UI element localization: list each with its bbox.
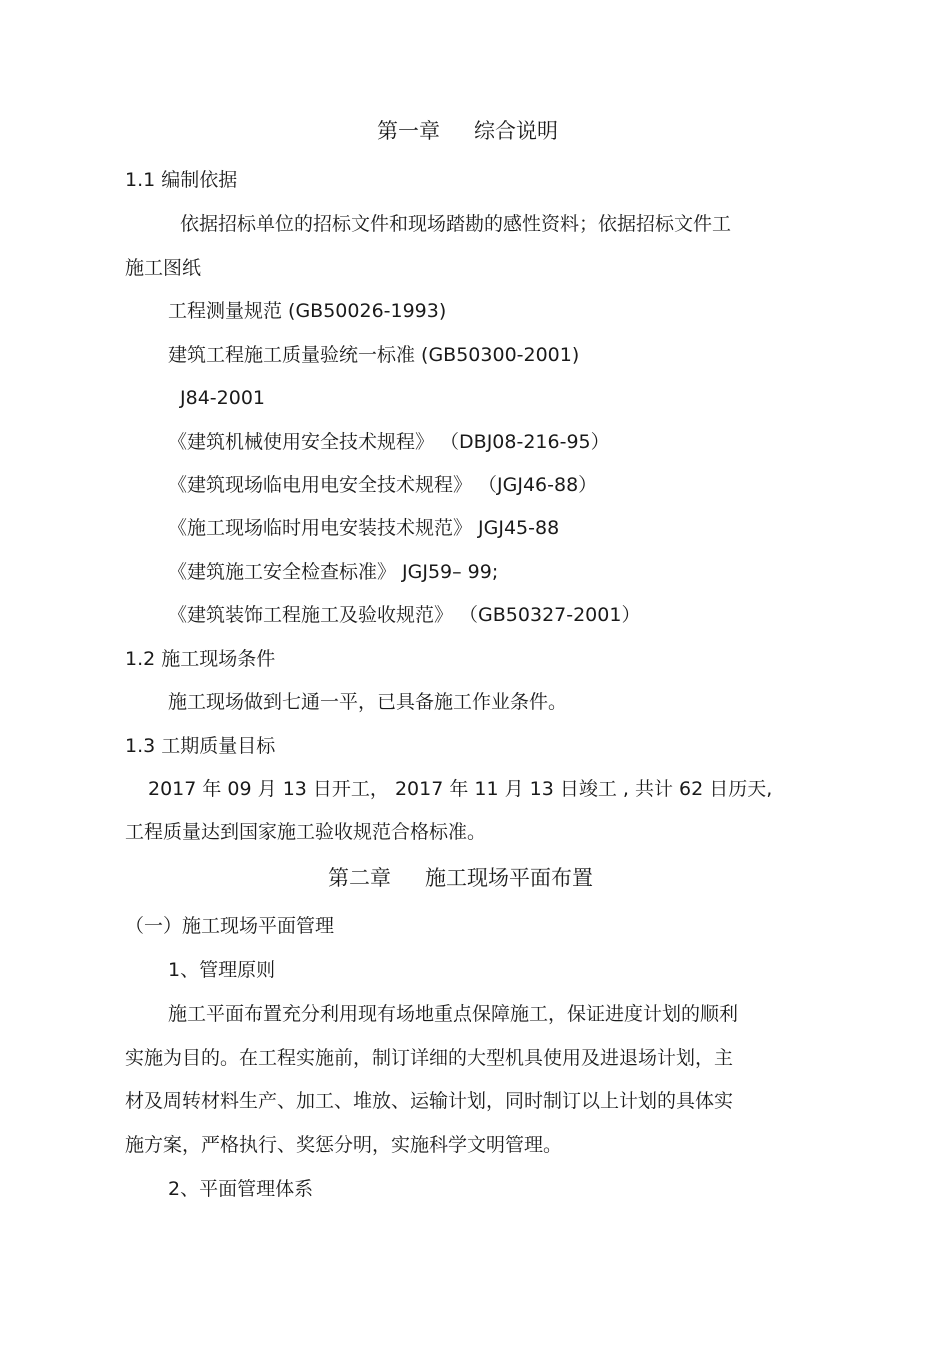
standard-item: 工程测量规范 (GB50026-1993) [168,300,447,322]
part-1-subheading-2: 2、平面管理体系 [168,1178,314,1200]
standard-item: J84-2001 [180,387,265,409]
section-1-2-text: 施工现场做到七通一平，已具备施工作业条件。 [168,691,568,713]
chapter-1-number: 第一章 [377,119,440,143]
standard-item: 《建筑现场临电用电安全技术规程》 （JGJ46-88） [168,474,598,496]
part-1-para-line: 施方案，严格执行、奖惩分明，实施科学文明管理。 [125,1134,563,1156]
section-1-3-heading: 1.3 工期质量目标 [125,735,276,757]
part-1-heading: （一）施工现场平面管理 [125,915,335,937]
chapter-1-name: 综合说明 [474,119,558,143]
section-1-1-para-line-2: 施工图纸 [125,257,202,279]
chapter-2-number: 第二章 [328,866,391,890]
standard-item: 《建筑施工安全检查标准》 JGJ59– 99; [168,561,499,583]
section-1-1-heading: 1.1 编制依据 [125,169,238,191]
section-1-3-line-2: 工程质量达到国家施工验收规范合格标准。 [125,821,487,843]
standard-item: 《建筑机械使用安全技术规程》 （DBJ08-216-95） [168,431,610,453]
chapter-2-name: 施工现场平面布置 [425,866,593,890]
chapter-1-title [377,118,558,144]
standard-item: 建筑工程施工质量验统一标准 (GB50300-2001) [168,344,580,366]
section-1-3-line-1: 2017 年 09 月 13 日开工， 2017 年 11 月 13 日竣工 , 共计 62 日历天, [148,778,773,800]
standard-item: 《施工现场临时用电安装技术规范》 JGJ45-88 [168,517,560,539]
chapter-2-title [328,865,593,891]
part-1-para-line: 实施为目的。在工程实施前，制订详细的大型机具使用及进退场计划，主 [125,1047,734,1069]
standard-item: 《建筑装饰工程施工及验收规范》 （GB50327-2001） [168,604,641,626]
section-1-1-para-line-1: 依据招标单位的招标文件和现场踏勘的感性资料；依据招标文件工 [180,213,732,235]
part-1-para-line: 施工平面布置充分利用现有场地重点保障施工，保证进度计划的顺利 [168,1003,739,1025]
part-1-para-line: 材及周转材料生产、加工、堆放、运输计划，同时制订以上计划的具体实 [125,1090,734,1112]
part-1-subheading-1: 1、管理原则 [168,959,276,981]
section-1-2-heading: 1.2 施工现场条件 [125,648,276,670]
